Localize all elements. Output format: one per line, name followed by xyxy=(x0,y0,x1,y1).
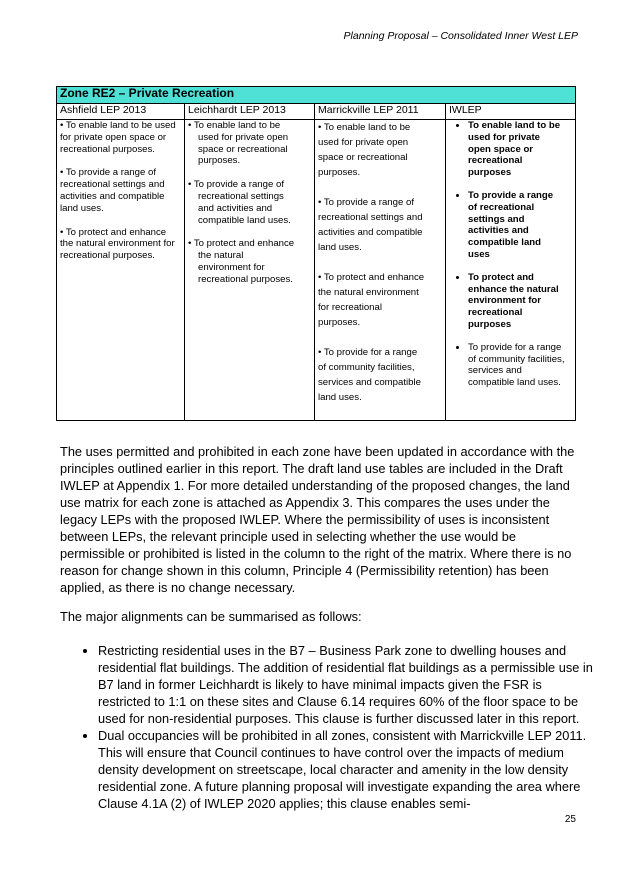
column-header-marrickville: Marrickville LEP 2011 xyxy=(315,104,446,120)
objective-item: • To protect and enhance the natural environment for recreational purposes. xyxy=(60,226,175,262)
objective-item: • To enable land to be used for private open space or recreational purposes. xyxy=(318,122,411,178)
objective-item: • To provide for a range of community facilities, services and compatible land uses. xyxy=(318,347,421,403)
list-item: • Dual occupancies will be prohibited in all zones, consistent with Marrickville LEP 2011. This will ensure that Council continues to have control over the impacts of medium density development on streetscape, local character and amenity in the low density residential zone. A future planning proposal will investigate expanding the area where Clause 4.1A (2) of IWLEP 2020 applies; this clause enables semi- xyxy=(98,727,593,812)
page-header: Planning Proposal – Consolidated Inner West LEP xyxy=(343,30,578,42)
objective-item: • To protect and enhance the natural environment for recreational purposes xyxy=(468,272,572,331)
zone-objectives-table xyxy=(56,86,576,421)
objective-item: • To protect and enhance the natural environment for recreational purposes. xyxy=(188,238,295,285)
body-paragraph: The major alignments can be summarised as follows: xyxy=(60,609,362,624)
objective-item: • To provide a range of recreational settings and activities and compatible land uses. xyxy=(60,167,165,214)
page-number: 25 xyxy=(564,814,576,825)
objective-item: • To protect and enhance the natural environment for recreational purposes. xyxy=(318,272,425,328)
iwlep-objectives-cell xyxy=(446,120,576,421)
column-header-leichhardt: Leichhardt LEP 2013 xyxy=(185,104,315,120)
column-header-iwlep: IWLEP xyxy=(446,104,576,120)
objective-item: • To provide a range of recreational settings and activities and compatible land uses. xyxy=(188,179,291,226)
objective-item: • To enable land to be used for private open space or recreational purposes. xyxy=(60,120,176,155)
column-header-ashfield: Ashfield LEP 2013 xyxy=(57,104,185,120)
objective-item: • To enable land to be used for private open space or recreational purposes. xyxy=(188,120,289,167)
objective-item: • To provide a range of recreational settings and activities and compatible land uses. xyxy=(318,197,423,253)
objective-item: • To provide a range of recreational settings and activities and compatible land uses xyxy=(468,190,572,261)
objective-item: • To enable land to be used for private open space or recreational purposes xyxy=(468,120,572,179)
ashfield-objectives-cell xyxy=(57,120,185,421)
table-title: Zone RE2 – Private Recreation xyxy=(57,87,576,104)
body-paragraph: The uses permitted and prohibited in each zone have been updated in accordance with the principles outlined earlier in this report. The draft land use tables are included in the Draft IWLEP at Appendix 1. For more detailed understanding of the proposed changes, the land use matrix for each zone is attached as Appendix 3. This compares the uses under the legacy LEPs with the proposed IWLEP. Where the permissibility of uses is inconsistent between LEPs, the relevant principle used in selecting whether the use would be permissible or prohibited is listed in the column to the right of the matrix. Where there is no reason for change shown in this column, Principle 4 (Permissibility retention) has been applied, as there is no change necessary. xyxy=(60,444,575,595)
list-item: • Restricting residential uses in the B7 – Business Park zone to dwelling houses and residential flat buildings. The addition of residential flat buildings as a permissible use in B7 land in former Leichhardt is likely to have minimal impacts given the FSR is restricted to 1:1 on these sites and Clause 6.14 requires 60% of the floor space to be used for non-residential purposes. This clause is further discussed later in this report. xyxy=(98,642,593,727)
objective-item: • To provide for a range of community facilities, services and compatible land uses. xyxy=(468,342,572,389)
alignment-list xyxy=(80,642,593,812)
marrickville-objectives-cell xyxy=(315,120,446,421)
leichhardt-objectives-cell xyxy=(185,120,315,421)
